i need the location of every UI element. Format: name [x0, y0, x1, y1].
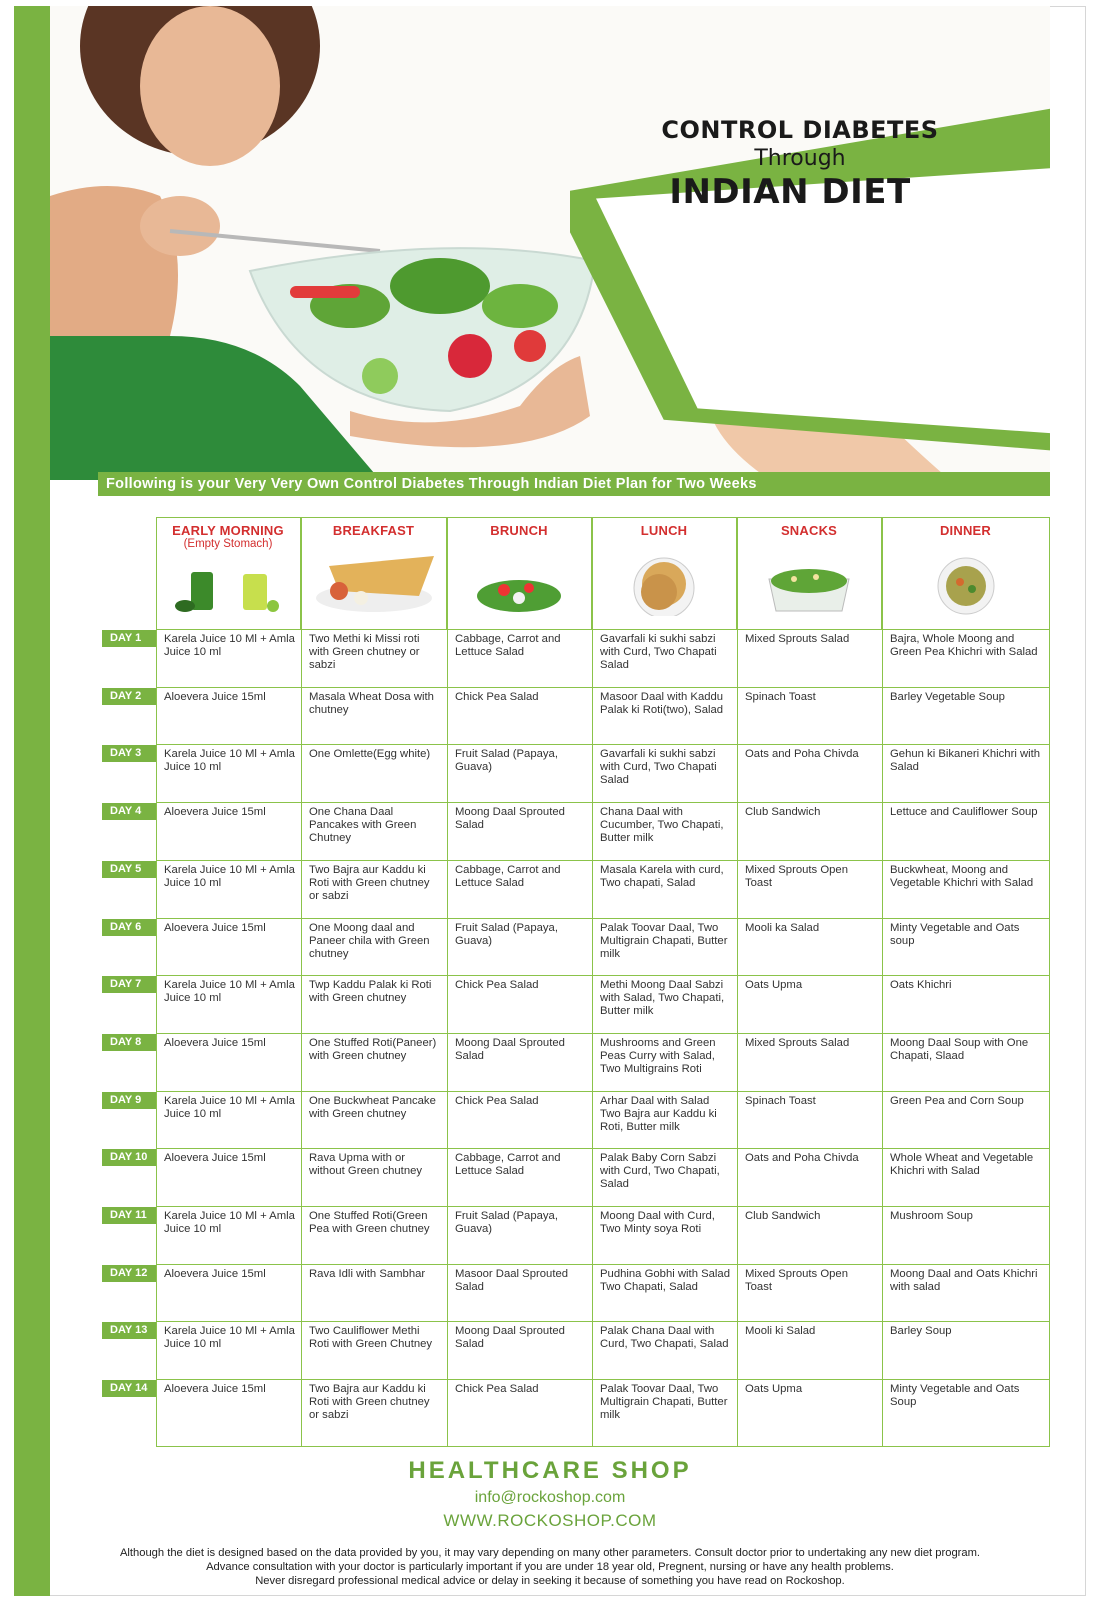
- title-panel: [570, 36, 990, 246]
- meal-cell: Two Cauliflower Methi Roti with Green Chutney: [309, 1325, 433, 1351]
- tomato: [514, 330, 546, 362]
- meal-cell: Aloevera Juice 15ml: [164, 1152, 266, 1165]
- meal-cell: Aloevera Juice 15ml: [164, 1267, 266, 1280]
- meal-cell: One Stuffed Roti(Paneer) with Green chutney: [309, 1036, 437, 1062]
- meal-cell: Moong Daal Sprouted Salad: [455, 1325, 565, 1351]
- meal-cell: Palak Baby Corn Sabzi with Curd, Two Chapati, Salad: [600, 1152, 720, 1191]
- meal-cell: One Chana Daal Pancakes with Green Chutney: [309, 806, 417, 845]
- meal-cell: Gavarfali ki sukhi sabzi with Curd, Two Chapati Salad: [600, 748, 717, 787]
- column-divider: [447, 517, 448, 1447]
- meal-cell: Oats and Poha Chivda: [745, 748, 859, 761]
- meal-food-icon: [309, 546, 439, 621]
- meal-cell: Green Pea and Corn Soup: [890, 1094, 1024, 1107]
- column-header-label: BREAKFAST: [332, 523, 415, 538]
- meal-cell: One Stuffed Roti(Green Pea with Green chutney: [309, 1210, 430, 1235]
- column-divider: [301, 517, 302, 1447]
- pepper: [290, 286, 360, 298]
- meal-cell: Masoor Daal Sprouted Salad: [455, 1267, 569, 1293]
- meal-cell: Karela Juice 10 Ml + Amla Juice 10 ml: [164, 863, 295, 889]
- column-header-snacks: [737, 517, 882, 629]
- meal-cell: Mooli ka Salad: [745, 921, 820, 934]
- tomato: [448, 334, 492, 378]
- column-header-brunch: [447, 517, 592, 629]
- meal-cell: Oats Khichri: [890, 979, 952, 992]
- meal-cell: Chana Daal with Cucumber, Two Chapati, Butter milk: [600, 806, 724, 845]
- meal-cell: Moong Daal with Curd, Two Minty soya Roti: [600, 1210, 715, 1235]
- meal-cell: Palak Chana Daal with Curd, Two Chapati, Salad: [600, 1325, 729, 1351]
- meal-cell: Karela Juice 10 Ml + Amla Juice 10 ml: [164, 748, 295, 774]
- day-label: DAY 9: [102, 1092, 156, 1109]
- meal-food-icon: [173, 566, 283, 621]
- day-label: DAY 14: [102, 1380, 156, 1397]
- column-divider: [882, 517, 883, 1447]
- meal-food-icon: [936, 556, 996, 621]
- meal-food-icon: [629, 556, 699, 621]
- day-label: DAY 6: [102, 919, 156, 936]
- title-line-3: INDIAN DIET: [669, 172, 911, 212]
- row-divider: [156, 1321, 1050, 1322]
- left-accent-bar: [14, 6, 50, 1596]
- meal-cell: Barley Vegetable Soup: [890, 690, 1005, 703]
- day-label: DAY 2: [102, 688, 156, 705]
- shop-website[interactable]: WWW.ROCKOSHOP.COM: [443, 1511, 657, 1530]
- meal-cell: Spinach Toast: [745, 1094, 816, 1107]
- meal-cell: Mixed Sprouts Open Toast: [745, 863, 848, 889]
- meal-cell: Methi Moong Daal Sabzi with Salad, Two Chapati, Butter milk: [600, 979, 725, 1018]
- meal-cell: Cabbage, Carrot and Lettuce Salad: [455, 633, 561, 658]
- woman-face: [140, 6, 280, 166]
- meal-cell: Masala Wheat Dosa with chutney: [309, 690, 434, 716]
- meal-cell: Bajra, Whole Moong and Green Pea Khichri with Salad: [890, 633, 1038, 658]
- row-divider: [156, 1091, 1050, 1092]
- meal-cell: Karela Juice 10 Ml + Amla Juice 10 ml: [164, 1094, 295, 1120]
- meal-cell: Moong Daal Sprouted Salad: [455, 806, 565, 832]
- meal-cell: One Moong daal and Paneer chila with Green chutney: [309, 921, 430, 960]
- row-divider: [156, 744, 1050, 745]
- column-header-label: BRUNCH: [490, 523, 548, 538]
- meal-cell: Aloevera Juice 15ml: [164, 921, 266, 934]
- meal-cell: Whole Wheat and Vegetable Khichri with Salad: [890, 1152, 1034, 1178]
- column-header-label: DINNER: [939, 523, 992, 538]
- meal-cell: Fruit Salad (Papaya, Guava): [455, 748, 558, 774]
- meal-cell: Chick Pea Salad: [455, 690, 539, 703]
- meal-cell: Arhar Daal with Salad Two Bajra aur Kaddu ki Roti, Butter milk: [600, 1094, 717, 1133]
- disclaimer-line-2: Advance consultation with your doctor is particularly important if you are under 18 year old, Pregnent, nursing or have any health problems.: [206, 1561, 894, 1573]
- meal-cell: Aloevera Juice 15ml: [164, 690, 266, 703]
- meal-cell: Minty Vegetable and Oats Soup: [890, 1383, 1020, 1409]
- day-label: DAY 12: [102, 1265, 156, 1282]
- meal-cell: Rava Upma with or without Green chutney: [309, 1152, 423, 1178]
- meal-cell: Lettuce and Cauliflower Soup: [890, 806, 1038, 819]
- meal-cell: Club Sandwich: [745, 806, 821, 819]
- meal-cell: Fruit Salad (Papaya, Guava): [455, 1210, 558, 1235]
- cucumber: [362, 358, 398, 394]
- day-label: DAY 4: [102, 803, 156, 820]
- meal-cell: Moong Daal Sprouted Salad: [455, 1036, 565, 1062]
- column-header-label: EARLY MORNING: [172, 523, 284, 538]
- disclaimer-line-1: Although the diet is designed based on the data provided by you, it may vary depending on many other parameters. Consult doctor prior to undertaking any new diet program.: [119, 1547, 981, 1559]
- day-label: DAY 1: [102, 630, 156, 647]
- row-divider: [156, 918, 1050, 919]
- meal-cell: Palak Toovar Daal, Two Multigrain Chapati, Butter milk: [600, 1383, 728, 1422]
- day-label: DAY 11: [102, 1207, 156, 1224]
- meal-cell: Moong Daal Soup with One Chapati, Slaad: [890, 1036, 1029, 1062]
- title-line-1: CONTROL DIABETES: [661, 116, 939, 144]
- meal-cell: Chick Pea Salad: [455, 1383, 539, 1396]
- column-header-dinner: [882, 517, 1050, 629]
- meal-cell: Moong Daal and Oats Khichri with salad: [890, 1267, 1038, 1293]
- meal-cell: Masala Karela with curd, Two chapati, Salad: [600, 863, 724, 889]
- meal-cell: One Omlette(Egg white): [309, 748, 431, 761]
- day-label: DAY 3: [102, 745, 156, 762]
- row-divider: [156, 1033, 1050, 1034]
- meal-cell: Mixed Sprouts Salad: [745, 633, 850, 645]
- meal-cell: Mooli ki Salad: [745, 1325, 816, 1338]
- row-divider: [156, 629, 1050, 630]
- row-divider: [156, 975, 1050, 976]
- meal-cell: Mixed Sprouts Open Toast: [745, 1267, 848, 1293]
- meal-cell: Cabbage, Carrot and Lettuce Salad: [455, 1152, 561, 1178]
- hero-image: [50, 6, 1050, 480]
- meal-cell: Karela Juice 10 Ml + Amla Juice 10 ml: [164, 1210, 295, 1235]
- meal-cell: Mixed Sprouts Salad: [745, 1036, 850, 1049]
- meal-cell: Oats Upma: [745, 1383, 803, 1396]
- meal-cell: Mushrooms and Green Peas Curry with Salad, Two Multigrains Roti: [600, 1036, 716, 1075]
- meal-cell: Twp Kaddu Palak ki Roti with Green chutney: [309, 979, 432, 1005]
- meal-cell: Karela Juice 10 Ml + Amla Juice 10 ml: [164, 1325, 295, 1351]
- plan-banner: Following is your Very Very Own Control Diabetes Through Indian Diet Plan for Two Weeks: [98, 472, 1050, 496]
- meal-cell: Two Bajra aur Kaddu ki Roti with Green chutney or sabzi: [309, 863, 430, 902]
- row-divider: [156, 1264, 1050, 1265]
- row-divider: [156, 687, 1050, 688]
- column-header-label: LUNCH: [640, 523, 688, 538]
- meal-cell: Oats Upma: [745, 979, 803, 992]
- shop-email[interactable]: info@rockoshop.com: [474, 1489, 626, 1506]
- day-label: DAY 5: [102, 861, 156, 878]
- day-label: DAY 7: [102, 976, 156, 993]
- meal-cell: Masoor Daal with Kaddu Palak ki Roti(two), Salad: [600, 690, 724, 716]
- woman-hand: [140, 196, 220, 256]
- shop-name: HEALTHCARE SHOP: [408, 1457, 692, 1484]
- day-label: DAY 10: [102, 1149, 156, 1166]
- column-header-lunch: [592, 517, 737, 629]
- row-divider: [156, 1148, 1050, 1149]
- meal-cell: Palak Toovar Daal, Two Multigrain Chapati, Butter milk: [600, 921, 728, 960]
- meal-cell: Cabbage, Carrot and Lettuce Salad: [455, 863, 561, 889]
- meal-cell: Karela Juice 10 Ml + Amla Juice 10 ml: [164, 979, 295, 1005]
- meal-cell: Gavarfali ki sukhi sabzi with Curd, Two Chapati Salad: [600, 633, 717, 671]
- title-frame: [570, 36, 1050, 480]
- day-label: DAY 13: [102, 1322, 156, 1339]
- meal-cell: Rava Idli with Sambhar: [309, 1267, 426, 1280]
- meal-cell: Karela Juice 10 Ml + Amla Juice 10 ml: [164, 633, 295, 658]
- meal-cell: Barley Soup: [890, 1325, 952, 1338]
- column-divider: [592, 517, 593, 1447]
- lettuce: [390, 258, 490, 314]
- lettuce: [482, 284, 558, 328]
- day-label: DAY 8: [102, 1034, 156, 1051]
- column-divider: [737, 517, 738, 1447]
- meal-food-icon: [474, 566, 564, 621]
- meal-food-icon: [764, 561, 854, 621]
- meal-cell: Club Sandwich: [745, 1210, 821, 1222]
- meal-cell: Gehun ki Bikaneri Khichri with Salad: [890, 748, 1041, 774]
- column-header-breakfast: [301, 517, 447, 629]
- meal-cell: Oats and Poha Chivda: [745, 1152, 859, 1165]
- disclaimer-line-3: Never disregard professional medical advice or delay in seeking it because of something you have read on Rockoshop.: [255, 1575, 845, 1587]
- meal-cell: Two Bajra aur Kaddu ki Roti with Green chutney or sabzi: [309, 1383, 430, 1422]
- meal-cell: Two Methi ki Missi roti with Green chutney or sabzi: [309, 633, 420, 671]
- meal-cell: Aloevera Juice 15ml: [164, 1383, 266, 1396]
- meal-cell: Aloevera Juice 15ml: [164, 806, 266, 819]
- meal-cell: Spinach Toast: [745, 690, 816, 703]
- column-header-early-morning: [156, 517, 301, 629]
- meal-cell: One Buckwheat Pancake with Green chutney: [309, 1094, 436, 1120]
- row-divider: [156, 802, 1050, 803]
- column-header-sublabel: (Empty Stomach): [183, 538, 273, 550]
- meal-cell: Mushroom Soup: [890, 1210, 973, 1222]
- meal-cell: Buckwheat, Moong and Vegetable Khichri with Salad: [890, 863, 1034, 889]
- meal-cell: Chick Pea Salad: [455, 1094, 539, 1107]
- row-divider: [156, 860, 1050, 861]
- meal-cell: Chick Pea Salad: [455, 979, 539, 992]
- title-line-2: Through: [754, 146, 846, 171]
- row-divider: [156, 1206, 1050, 1207]
- meal-cell: Fruit Salad (Papaya, Guava): [455, 921, 558, 947]
- column-header-label: SNACKS: [780, 523, 838, 538]
- meal-cell: Pudhina Gobhi with Salad Two Chapati, Salad: [600, 1267, 731, 1293]
- meal-cell: Aloevera Juice 15ml: [164, 1036, 266, 1049]
- meal-cell: Minty Vegetable and Oats soup: [890, 921, 1020, 947]
- row-divider: [156, 1379, 1050, 1380]
